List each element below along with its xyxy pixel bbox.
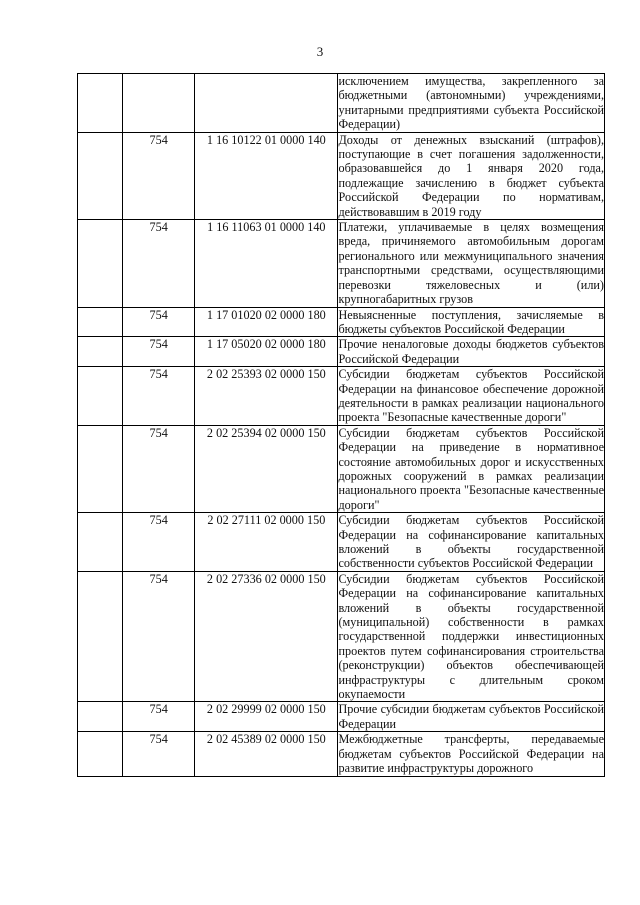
blank-cell xyxy=(78,337,123,367)
description-text: Прочие неналоговые доходы бюджетов субъектов Российской Федерации xyxy=(338,337,604,366)
revenue-code-cell: 2 02 29999 02 0000 150 xyxy=(195,702,338,732)
revenue-code-cell: 1 17 01020 02 0000 180 xyxy=(195,307,338,337)
revenue-code-cell xyxy=(195,74,338,133)
revenue-codes-table xyxy=(77,73,605,777)
admin-code-cell: 754 xyxy=(123,571,195,702)
blank-cell xyxy=(78,702,123,732)
description-text: исключением имущества, закрепленного за бюджетными (автономными) учреждениями, унитарными предприятиями субъекта Российской Федерации) xyxy=(338,74,604,132)
blank-cell xyxy=(78,74,123,133)
admin-code-cell: 754 xyxy=(123,367,195,426)
admin-code-cell: 754 xyxy=(123,732,195,776)
description-text: Субсидии бюджетам субъектов Российской Федерации на приведение в нормативное состояние автомобильных дорог и искусственных дорожных сооружений в рамках реализации национального проекта "Безопасные качественные дороги" xyxy=(338,425,604,512)
blank-cell xyxy=(78,367,123,426)
admin-code-cell: 754 xyxy=(123,513,195,572)
admin-code-cell: 754 xyxy=(123,702,195,732)
description-cell xyxy=(338,74,605,133)
description-cell xyxy=(338,425,605,512)
admin-code-cell: 754 xyxy=(123,337,195,367)
description-text: Платежи, уплачиваемые в целях возмещения вреда, причиняемого автомобильным дорогам регионального или межмуниципального значения транспортными средствами, осуществляющими перевозки тяжеловесных и (или) крупногабаритных грузов xyxy=(338,220,604,307)
table-row xyxy=(78,132,605,219)
blank-cell xyxy=(78,220,123,307)
table-row xyxy=(78,571,605,702)
description-cell xyxy=(338,132,605,219)
table-row xyxy=(78,367,605,426)
description-cell xyxy=(338,337,605,367)
admin-code-cell xyxy=(123,74,195,133)
description-text: Невыясненные поступления, зачисляемые в бюджеты субъектов Российской Федерации xyxy=(338,307,604,336)
description-cell xyxy=(338,220,605,307)
revenue-code-cell: 1 17 05020 02 0000 180 xyxy=(195,337,338,367)
admin-code-cell: 754 xyxy=(123,425,195,512)
table-row xyxy=(78,732,605,776)
description-cell xyxy=(338,367,605,426)
description-text: Доходы от денежных взысканий (штрафов), поступающие в счет погашения задолженности, образовавшейся до 1 января 2020 года, подлежащие зачислению в бюджет субъекта Российской Федерации по нормативам, действовавшим в 2019 году xyxy=(338,132,604,219)
blank-cell xyxy=(78,732,123,776)
table-row xyxy=(78,220,605,307)
blank-cell xyxy=(78,425,123,512)
blank-cell xyxy=(78,513,123,572)
revenue-code-cell: 2 02 25393 02 0000 150 xyxy=(195,367,338,426)
revenue-code-cell: 1 16 10122 01 0000 140 xyxy=(195,132,338,219)
description-text: Межбюджетные трансферты, передаваемые бюджетам субъектов Российской Федерации на развитие инфраструктуры дорожного xyxy=(338,732,604,776)
admin-code-cell: 754 xyxy=(123,220,195,307)
admin-code-cell: 754 xyxy=(123,132,195,219)
revenue-code-cell: 1 16 11063 01 0000 140 xyxy=(195,220,338,307)
revenue-code-cell: 2 02 27111 02 0000 150 xyxy=(195,513,338,572)
description-cell xyxy=(338,571,605,702)
description-cell xyxy=(338,307,605,337)
description-cell xyxy=(338,702,605,732)
table-row xyxy=(78,513,605,572)
table-row xyxy=(78,425,605,512)
revenue-code-cell: 2 02 25394 02 0000 150 xyxy=(195,425,338,512)
description-cell xyxy=(338,513,605,572)
blank-cell xyxy=(78,307,123,337)
description-text: Субсидии бюджетам субъектов Российской Федерации на софинансирование капитальных вложений в объекты государственной собственности субъектов Российской Федерации xyxy=(338,513,604,571)
revenue-code-cell: 2 02 45389 02 0000 150 xyxy=(195,732,338,776)
revenue-code-cell: 2 02 27336 02 0000 150 xyxy=(195,571,338,702)
blank-cell xyxy=(78,571,123,702)
admin-code-cell: 754 xyxy=(123,307,195,337)
table-row xyxy=(78,74,605,133)
description-cell xyxy=(338,732,605,776)
table-row xyxy=(78,307,605,337)
blank-cell xyxy=(78,132,123,219)
description-text: Субсидии бюджетам субъектов Российской Федерации на софинансирование капитальных вложений в объекты государственной (муниципальной) собственности в рамках государственной поддержки инвестиционных проектов путем софинансирования строительства (реконструкции) объектов обеспечивающей инфраструктуры с длительным сроком окупаемости xyxy=(338,571,604,702)
description-text: Прочие субсидии бюджетам субъектов Российской Федерации xyxy=(338,702,604,731)
description-text: Субсидии бюджетам субъектов Российской Федерации на финансовое обеспечение дорожной деятельности в рамках реализации национального проекта "Безопасные качественные дороги" xyxy=(338,367,604,425)
page-number: 3 xyxy=(316,44,324,59)
table-row xyxy=(78,337,605,367)
table-row xyxy=(78,702,605,732)
